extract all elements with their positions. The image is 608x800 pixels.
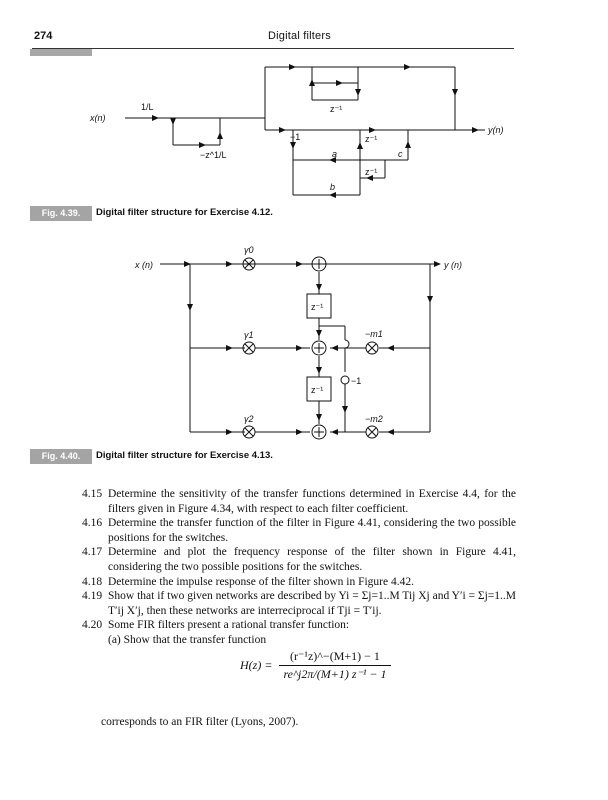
exercise-sub-text: (a) Show that the transfer function — [108, 633, 267, 646]
exercise-number: 4.15 — [82, 488, 103, 500]
fig-4-39-label: Fig. 4.39. — [30, 206, 92, 221]
exercise-sub-item — [82, 633, 516, 648]
exercise-sub-spacer — [82, 633, 108, 648]
fig440-gamma0-label: γ0 — [244, 245, 254, 255]
fig440-m2-label: −m2 — [365, 414, 383, 424]
fig440-delay-label-top: z⁻¹ — [311, 302, 324, 312]
fig440-gamma2-label: γ2 — [244, 414, 254, 424]
running-title: Digital filters — [268, 30, 331, 42]
fig-4-40-caption: Digital filter structure for Exercise 4.13. — [96, 450, 273, 461]
exercise-number: 4.19 — [82, 590, 103, 603]
fig439-minus-one-label: −1 — [290, 132, 301, 142]
fig-4-39-caption: Digital filter structure for Exercise 4.12. — [96, 207, 273, 218]
transfer-function-formula — [240, 649, 391, 682]
exercise-text: Determine and plot the frequency response of the filter shown in Figure 4.41, considering the two possible positions for the switches. — [108, 546, 516, 573]
formula-denominator: re^j2π/(M+1) z⁻¹ − 1 — [283, 667, 387, 681]
fig439-delay-label-low: z⁻¹ — [365, 167, 378, 177]
exercise-item — [82, 589, 516, 618]
exercise-item — [82, 516, 516, 545]
fig439-input-label: x(n) — [90, 113, 106, 123]
fig439-a-label: a — [332, 149, 338, 159]
fig440-delay-label-bottom: z⁻¹ — [311, 385, 324, 395]
exercise-list — [82, 487, 516, 648]
exercise-number: 4.16 — [82, 517, 103, 530]
fig439-c-label: c — [398, 149, 403, 159]
fig440-output-label: y (n) — [444, 260, 462, 270]
exercise-item — [82, 487, 516, 516]
exercise-item — [82, 545, 516, 574]
closing-sentence: corresponds to an FIR filter (Lyons, 2007). — [101, 716, 299, 728]
fig439-delay-label-top: z⁻¹ — [330, 104, 343, 114]
fig439-b-label: b — [330, 182, 336, 192]
exercise-text: Show that if two given networks are described by Yi = Σj=1..M Tij Xj and Y′i = Σj=1..M T′ij X′j, then these networks are interreciprocal if Tji = T′ij. — [108, 590, 517, 617]
fig439-neg-delay-label: −z^1/L — [200, 150, 227, 160]
exercise-item — [82, 618, 516, 633]
fig440-minus-one-label: −1 — [351, 376, 362, 386]
fig-4-40-label: Fig. 4.40. — [30, 449, 92, 464]
fig440-gamma1-label: γ1 — [244, 330, 254, 340]
fig440-input-label: x (n) — [135, 260, 153, 270]
fig439-delay-label-mid: z⁻¹ — [365, 134, 378, 144]
exercise-text: Determine the impulse response of the filter shown in Figure 4.42. — [108, 575, 414, 588]
exercise-item — [82, 575, 516, 590]
exercise-number: 4.18 — [82, 575, 103, 588]
fig439-output-label: y(n) — [488, 125, 504, 135]
fig439-gain-label: 1/L — [141, 102, 154, 112]
formula-lhs: H(z) = — [240, 658, 273, 672]
exercise-text: Determine the transfer function of the filter in Figure 4.41, considering the two possible positions for the switches. — [108, 517, 516, 544]
exercise-number: 4.17 — [82, 546, 103, 559]
exercise-text: Some FIR filters present a rational transfer function: — [108, 619, 350, 632]
exercise-number: 4.20 — [82, 619, 103, 632]
fig440-m1-label: −m1 — [365, 329, 383, 339]
page-number: 274 — [34, 30, 53, 42]
exercise-text: Determine the sensitivity of the transfer functions determined in Exercise 4.4, for the filters given in Figure 4.34, with respect to each filter coefficient. — [108, 488, 516, 515]
formula-numerator: (r⁻¹z)^−(M+1) − 1 — [279, 649, 390, 666]
formula-fraction — [279, 649, 390, 682]
